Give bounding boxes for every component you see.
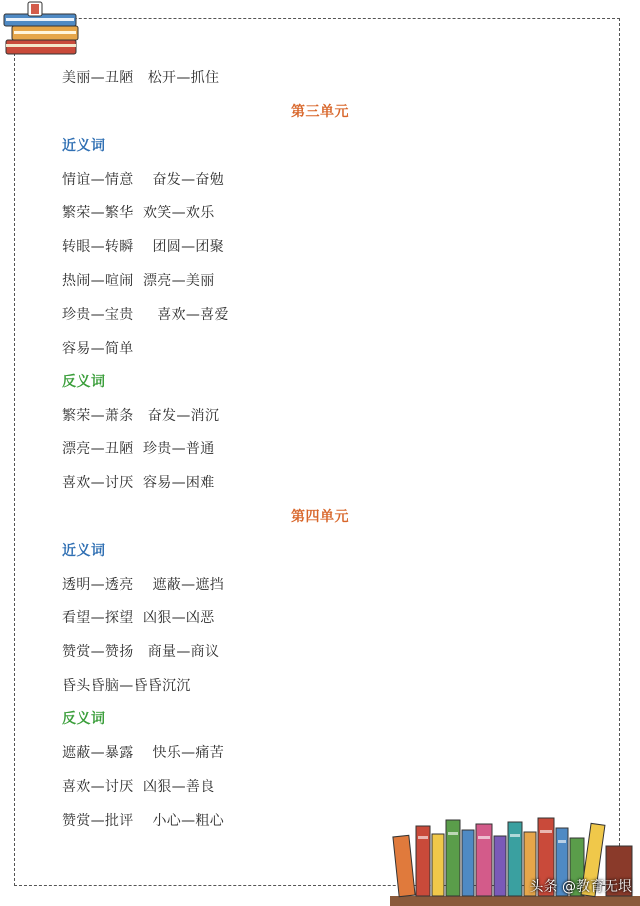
unit3-title: 第三单元: [291, 104, 349, 120]
unit3-antonym-label: 反义词: [62, 374, 106, 390]
unit3-synonym-line: 转眼—转瞬 团圆—团聚: [62, 239, 225, 255]
top-word-pairs: 美丽—丑陋 松开—抓住: [62, 70, 220, 86]
unit3-antonym-line: 漂亮—丑陋 珍贵—普通: [62, 441, 215, 457]
books-stack-icon: [0, 0, 92, 64]
unit4-synonym-line: 看望—探望 凶狠—凶恶: [62, 610, 215, 626]
unit4-synonym-label: 近义词: [62, 543, 106, 559]
unit3-synonym-line: 容易—简单: [62, 341, 134, 357]
unit3-synonym-line: 繁荣—繁华 欢笑—欢乐: [62, 205, 215, 221]
unit3-synonym-line: 情谊—情意 奋发—奋勉: [62, 172, 225, 188]
unit4-antonym-line: 遮蔽—暴露 快乐—痛苦: [62, 745, 225, 761]
unit3-antonym-line: 喜欢—讨厌 容易—困难: [62, 475, 215, 491]
watermark: 头条 @教育无垠: [529, 879, 632, 895]
unit3-antonym-line: 繁荣—萧条 奋发—消沉: [62, 408, 220, 424]
unit4-antonym-label: 反义词: [62, 711, 106, 727]
unit4-synonym-line: 透明—透亮 遮蔽—遮挡: [62, 577, 225, 593]
unit4-antonym-line: 喜欢—讨厌 凶狠—善良: [62, 779, 215, 795]
unit4-title: 第四单元: [291, 509, 349, 525]
unit3-synonym-line: 热闹—喧闹 漂亮—美丽: [62, 273, 215, 289]
unit4-synonym-line: 昏头昏脑—昏昏沉沉: [62, 678, 191, 694]
unit3-synonym-label: 近义词: [62, 138, 106, 154]
unit4-synonym-line: 赞赏—赞扬 商量—商议: [62, 644, 220, 660]
unit3-synonym-line: 珍贵—宝贵 喜欢—喜爱: [62, 307, 229, 323]
unit4-antonym-line: 赞赏—批评 小心—粗心: [62, 813, 225, 829]
